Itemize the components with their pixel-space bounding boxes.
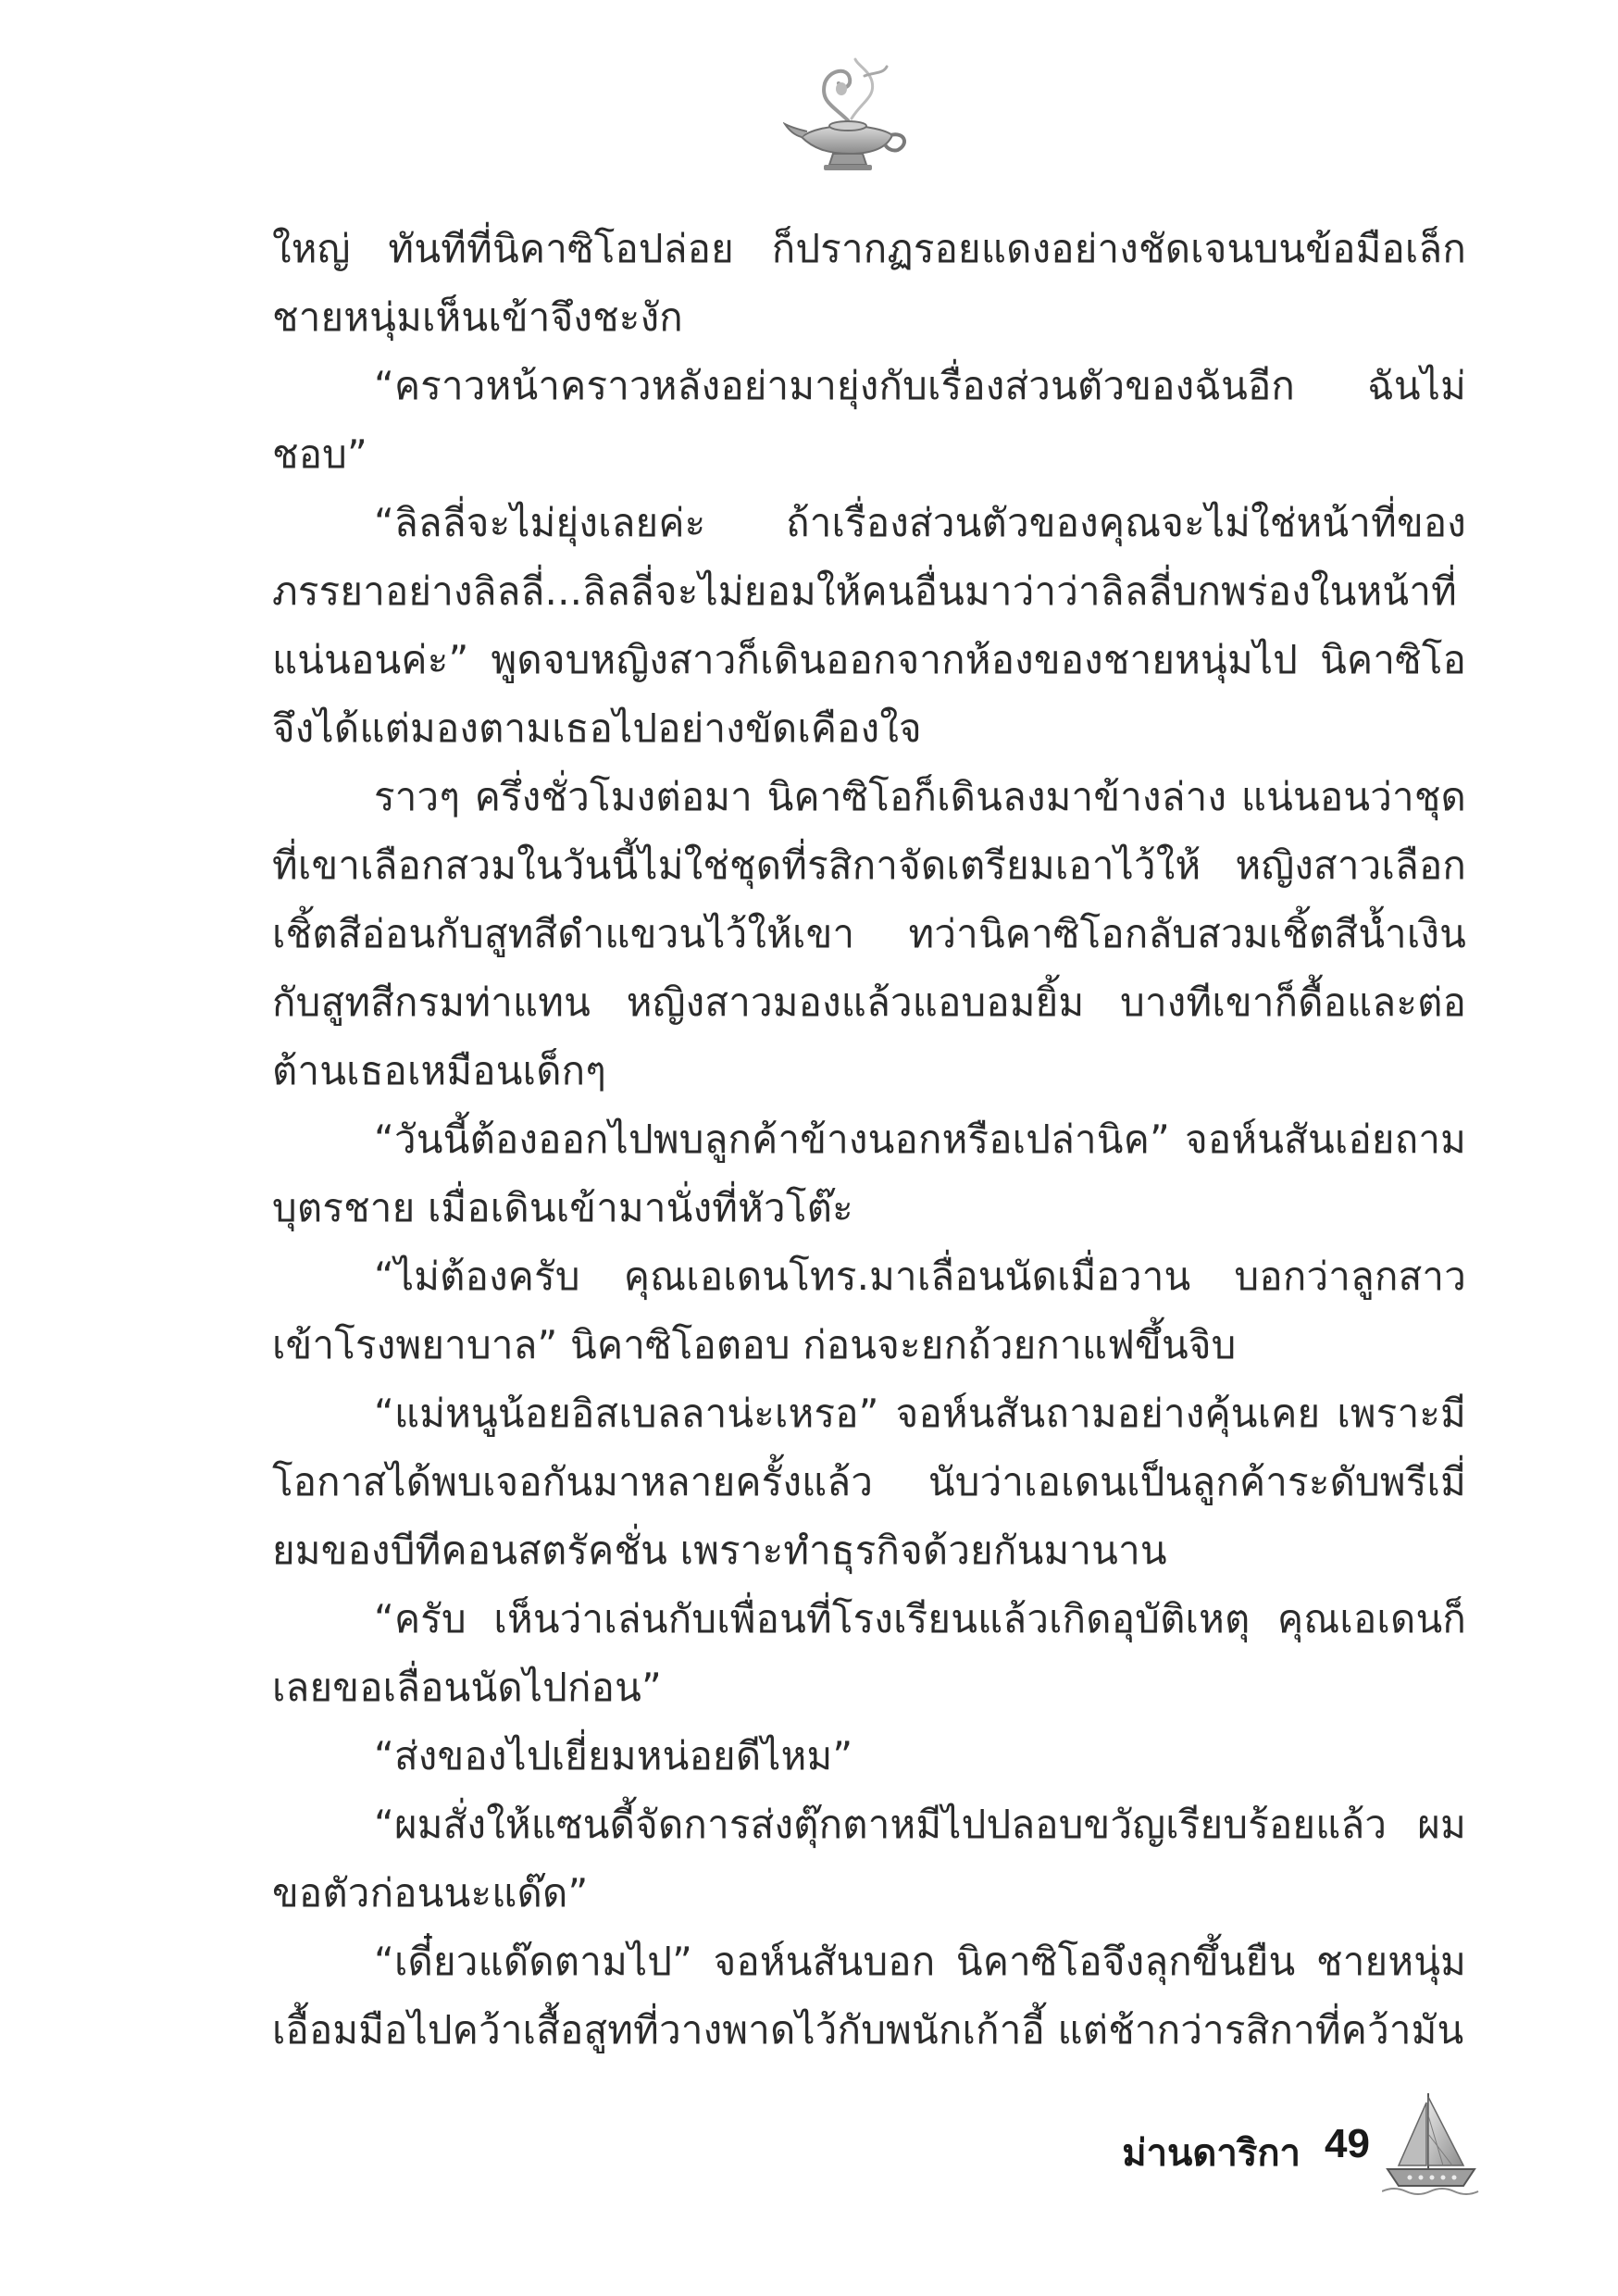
book-title: ม่านดาริกา xyxy=(1122,2132,1301,2175)
page-number: 49 xyxy=(1325,2121,1370,2166)
paragraph: “ไม่ต้องครับ คุณเอเดนโทร.มาเลื่อนนัดเมื่อวาน บอกว่าลูกสาวเข้าโรงพยาบาล” นิคาซิโอตอบ ก่อนจะยกถ้วยกาแฟขึ้นจิบ xyxy=(272,1254,1466,1367)
body-text xyxy=(272,215,1466,2065)
paragraph: “วันนี้ต้องออกไปพบลูกค้าข้างนอกหรือเปล่านิค” จอห์นสันเอ่ยถามบุตรชาย เมื่อเดินเข้ามานั่งที่หัวโต๊ะ xyxy=(272,1117,1466,1230)
paragraph: ราวๆ ครึ่งชั่วโมงต่อมา นิคาซิโอก็เดินลงมาข้างล่าง แน่นอนว่าชุดที่เขาเลือกสวมในวันนี้ไม่ใช่ชุดที่รสิกาจัดเตรียมเอาไว้ให้ หญิงสาวเลือกเชิ้ตสีอ่อนกับสูทสีดำแขวนไว้ให้เขา ทว่านิคาซิโอกลับสวมเชิ้ตสีน้ำเงินกับสูทสีกรมท่าแทน หญิงสาวมองแล้วแอบอมยิ้ม บางทีเขาก็ดื้อและต่อต้านเธอเหมือนเด็กๆ xyxy=(272,774,1466,1093)
paragraph: “ผมสั่งให้แซนดี้จัดการส่งตุ๊กตาหมีไปปลอบขวัญเรียบร้อยแล้ว ผมขอตัวก่อนนะแด๊ด” xyxy=(272,1802,1466,1915)
paragraph: “แม่หนูน้อยอิสเบลลาน่ะเหรอ” จอห์นสันถามอย่างคุ้นเคย เพราะมีโอกาสได้พบเจอกันมาหลายครั้งแล้ว นับว่าเอเดนเป็นลูกค้าระดับพรีเมี่ยมของบีทีคอนสตรัคชั่น เพราะทำธุรกิจด้วยกันมานาน xyxy=(272,1391,1466,1573)
paragraph: “ลิลลี่จะไม่ยุ่งเลยค่ะ ถ้าเรื่องส่วนตัวของคุณจะไม่ใช่หน้าที่ของภรรยาอย่างลิลลี่...ลิลลี่จะไม่ยอมให้คนอื่นมาว่าว่าลิลลี่บกพร่องในหน้าที่แน่นอนค่ะ” พูดจบหญิงสาวก็เดินออกจากห้องของชายหนุ่มไป นิคาซิโอจึงได้แต่มองตามเธอไปอย่างขัดเคืองใจ xyxy=(272,500,1466,751)
paragraph: “คราวหน้าคราวหลังอย่ามายุ่งกับเรื่องส่วนตัวของฉันอีก ฉันไม่ชอบ” xyxy=(272,363,1466,477)
paragraph: “ครับ เห็นว่าเล่นกับเพื่อนที่โรงเรียนแล้วเกิดอุบัติเหตุ คุณเอเดนก็เลยขอเลื่อนนัดไปก่อน” xyxy=(272,1596,1466,1710)
paragraph: ใหญ่ ทันทีที่นิคาซิโอปล่อย ก็ปรากฏรอยแดงอย่างชัดเจนบนข้อมือเล็ก ชายหนุ่มเห็นเข้าจึงชะงัก xyxy=(272,226,1466,340)
page-footer xyxy=(1055,2088,1500,2208)
paragraph: “ส่งของไปเยี่ยมหน่อยดีไหม” xyxy=(374,1733,853,1778)
sailboat-icon xyxy=(1382,2088,1479,2199)
genie-lamp-icon xyxy=(783,56,913,176)
paragraph: “เดี๋ยวแด๊ดตามไป” จอห์นสันบอก นิคาซิโอจึงลุกขึ้นยืน ชายหนุ่มเอื้อมมือไปคว้าเสื้อสูทที่วางพาดไว้กับพนักเก้าอี้ แต่ช้ากว่ารสิกาที่คว้ามัน xyxy=(272,1939,1466,2053)
